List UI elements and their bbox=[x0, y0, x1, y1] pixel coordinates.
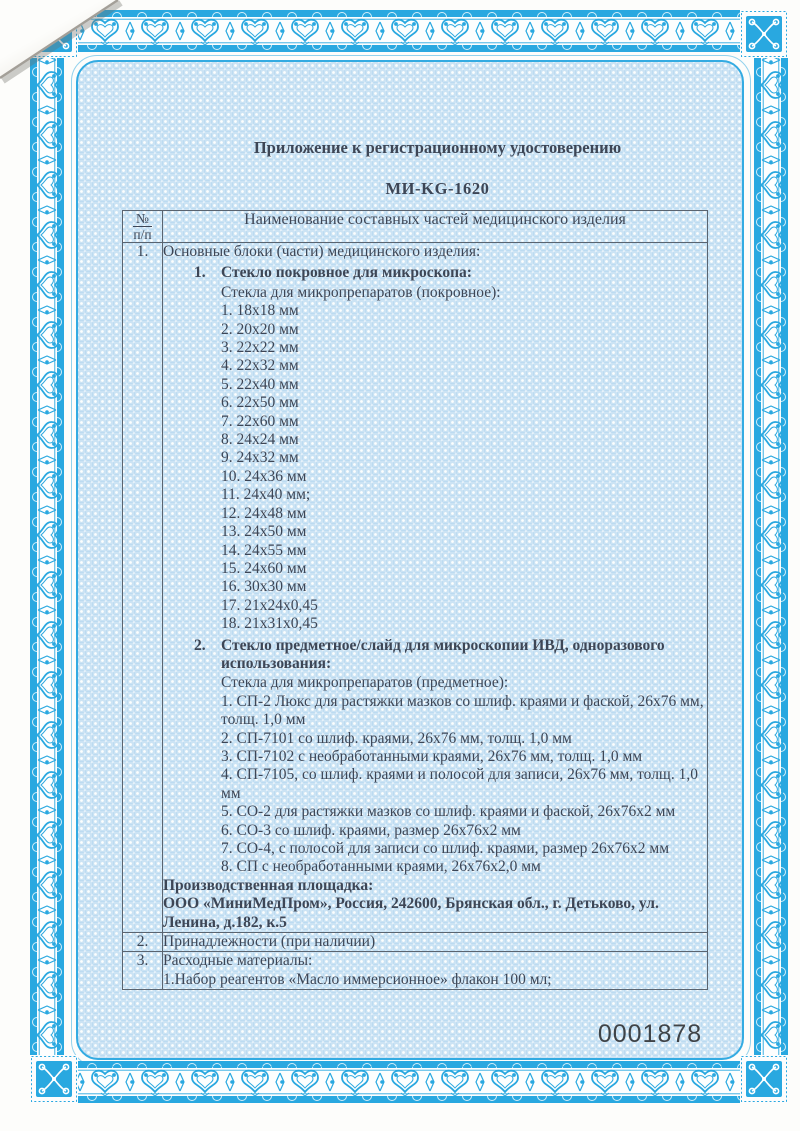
col-header-name: Наименование составных частей медицинского изделия bbox=[163, 211, 708, 243]
row-number: 2. bbox=[123, 933, 163, 952]
content-line: 1. СП-2 Люкс для растяжки мазков со шлиф. краями и фаской, 26х76 мм, толщ. 1,0 мм bbox=[221, 692, 704, 729]
table-row bbox=[123, 243, 708, 933]
content-line: 5. СО-2 для растяжки мазков со шлиф. краями и фаской, 26х76х2 мм bbox=[221, 803, 676, 821]
content-line: 5. 22х40 мм bbox=[221, 375, 299, 393]
content-line: 2. СП-7101 со шлиф. краями, 26х76 мм, толщ. 1,0 мм bbox=[221, 729, 572, 747]
content-line: 6. СО-3 со шлиф. краями, размер 26х76х2 мм bbox=[221, 821, 521, 839]
content-line: 11. 24х40 мм; bbox=[221, 486, 311, 504]
content-line: Стекла для микропрепаратов (предметное): bbox=[221, 674, 509, 692]
num-header-top: № bbox=[133, 211, 152, 227]
item-text: Стекло покровное для микроскопа: bbox=[221, 264, 472, 282]
content-line: Принадлежности (при наличии) bbox=[163, 933, 376, 951]
content-line: 14. 24х55 мм bbox=[221, 541, 307, 559]
content-line: 15. 24х60 мм bbox=[221, 559, 307, 577]
content-line bbox=[163, 637, 707, 674]
content-line: 12. 24х48 мм bbox=[221, 504, 307, 522]
content-line: 2. 20х20 мм bbox=[221, 320, 299, 338]
table-header-row bbox=[123, 211, 708, 243]
row-content bbox=[163, 952, 708, 990]
content-line: 7. СО-4, с полосой для записи со шлиф. краями, размер 26х76х2 мм bbox=[221, 840, 670, 857]
content-line: 8. 24х24 мм bbox=[221, 431, 299, 449]
parts-table bbox=[122, 210, 708, 990]
table-body bbox=[123, 243, 708, 990]
content-line: 18. 21х31х0,45 bbox=[221, 615, 318, 633]
content-line: 3. 22х22 мм bbox=[221, 339, 299, 357]
item-marker: 2. bbox=[194, 636, 206, 654]
content-line: 8. СП с необработанными краями, 26х76х2,0 мм bbox=[221, 858, 541, 876]
table-row bbox=[123, 952, 708, 990]
document-title: Приложение к регистрационному удостоверению bbox=[253, 138, 622, 157]
registration-number: МИ-KG-1620 bbox=[385, 179, 490, 198]
content-line: Стекла для микропрепаратов (покровное): bbox=[221, 283, 501, 301]
content-line: 17. 21х24х0,45 bbox=[221, 596, 318, 614]
row-number: 1. bbox=[123, 243, 163, 933]
content-line: ООО «МиниМедПром», Россия, 242600, Брянская обл., г. Детьково, ул. Ленина, д.182, к.5 bbox=[163, 895, 659, 931]
serial-number: 0001878 bbox=[597, 1020, 703, 1048]
folded-corner bbox=[0, 0, 132, 94]
content-line: 4. 22х32 мм bbox=[221, 357, 299, 375]
row-number: 3. bbox=[123, 952, 163, 990]
content-line: 3. СП-7102 с необработанными краями, 26х76 мм, толщ. 1,0 мм bbox=[221, 747, 643, 765]
content-line: 10. 24х36 мм bbox=[221, 467, 307, 485]
item-marker: 1. bbox=[194, 264, 206, 282]
content-line: Производственная площадка: bbox=[163, 876, 374, 894]
table-row bbox=[123, 933, 708, 952]
col-header-number bbox=[123, 211, 163, 243]
item-text: Стекло предметное/слайд для микроскопии ИВД, одноразового использования: bbox=[221, 636, 665, 672]
content-line: 13. 24х50 мм bbox=[221, 523, 307, 541]
content-line bbox=[163, 264, 707, 282]
row-content bbox=[163, 933, 708, 952]
content-line: 6. 22х50 мм bbox=[221, 394, 299, 412]
num-header-bottom: п/п bbox=[133, 227, 152, 242]
content-line: 1.Набор реагентов «Масло иммерсионное» флакон 100 мл; bbox=[163, 970, 552, 988]
content-line: 1. 18х18 мм bbox=[221, 302, 299, 320]
content-line: 9. 24х32 мм bbox=[221, 449, 299, 467]
content-line: 4. СП-7105, со шлиф. краями и полосой для записи, 26х76 мм, толщ. 1,0 мм bbox=[221, 766, 698, 802]
content-line: 7. 22х60 мм bbox=[221, 412, 299, 430]
content-line: Основные блоки (части) медицинского изделия: bbox=[163, 243, 481, 260]
content-line: Расходные материалы: bbox=[163, 952, 313, 970]
row-content bbox=[163, 243, 708, 933]
content-line: 16. 30х30 мм bbox=[221, 578, 307, 596]
